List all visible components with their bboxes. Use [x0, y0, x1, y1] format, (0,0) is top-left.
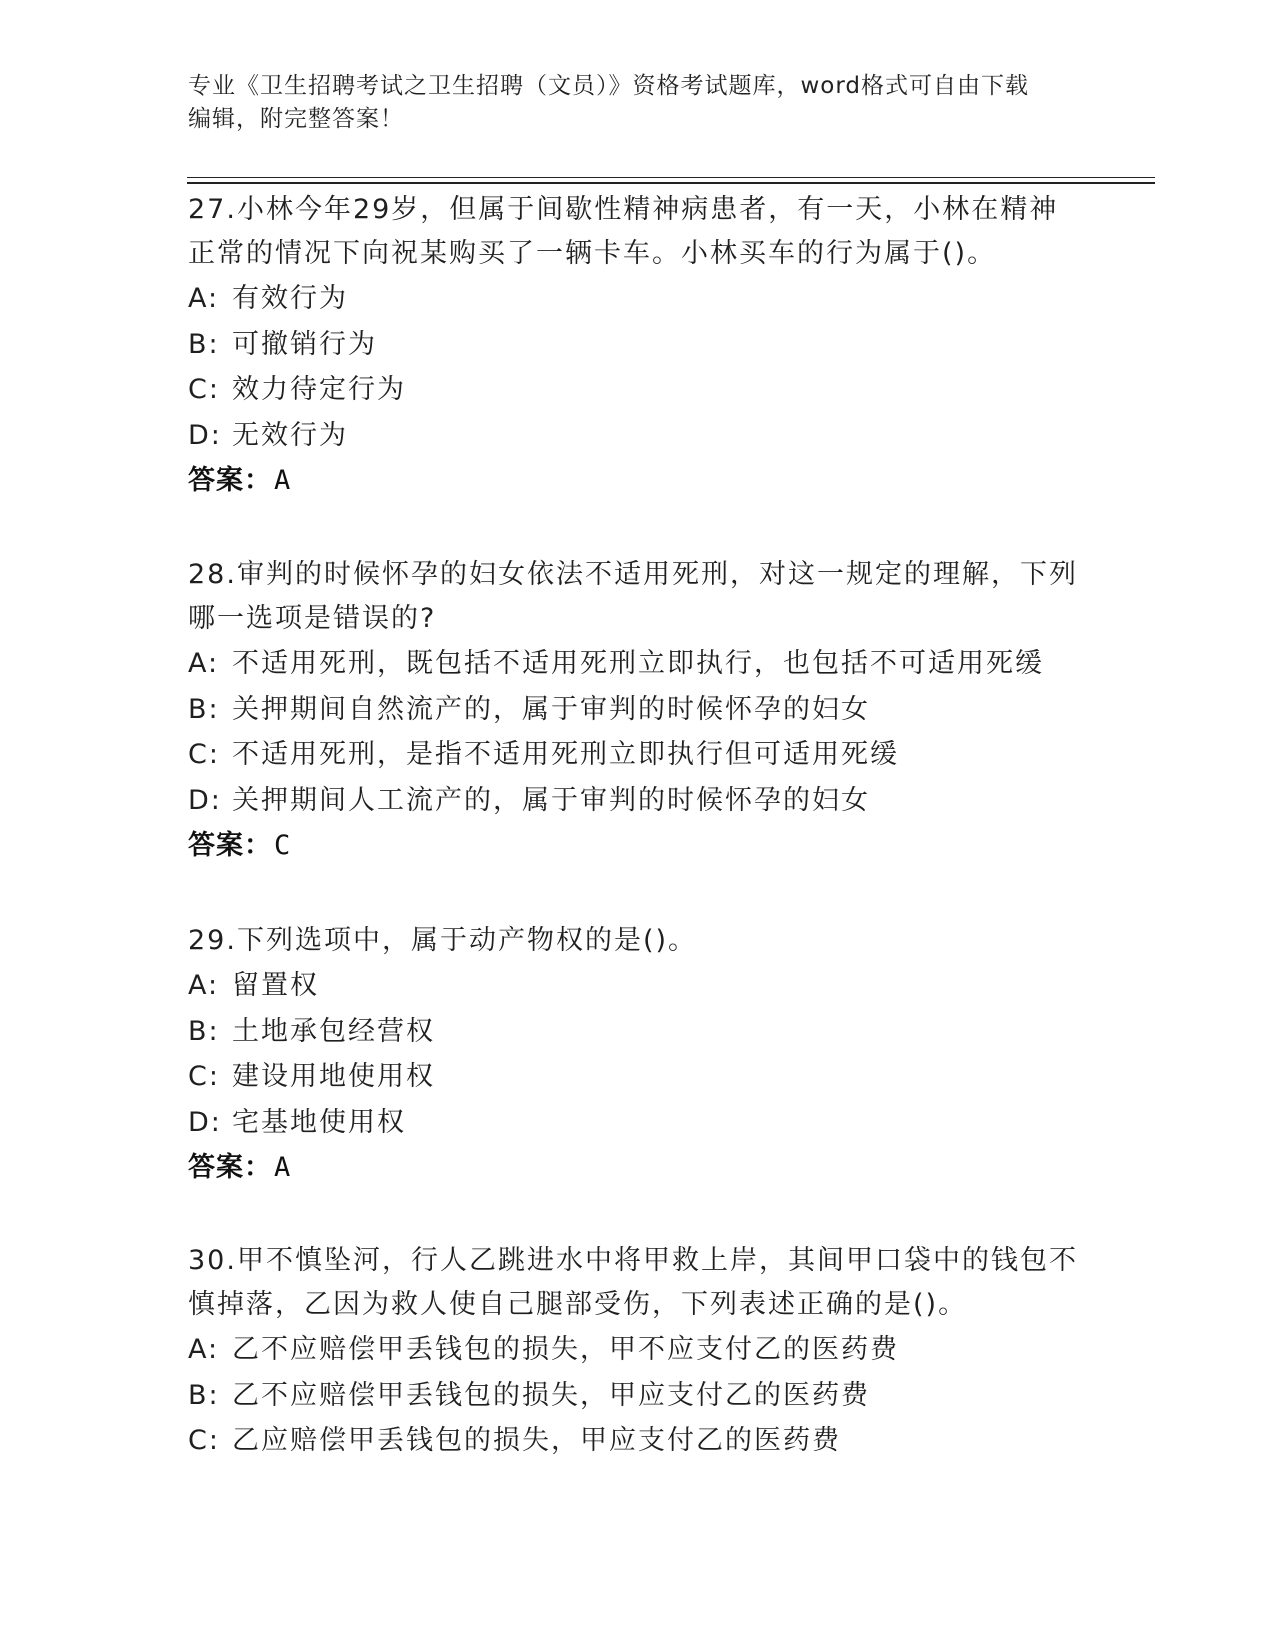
option-d	[188, 1100, 1088, 1146]
option-key: B:	[188, 693, 220, 725]
option-text: 关押期间自然流产的，属于审判的时候怀孕的妇女	[232, 693, 870, 725]
option-text: 关押期间人工流产的，属于审判的时候怀孕的妇女	[232, 784, 870, 816]
header-line-1: 专业《卫生招聘考试之卫生招聘（文员）》资格考试题库，word格式可自由下载	[188, 73, 1030, 99]
option-b	[188, 1009, 1088, 1055]
question-stem-line: 正常的情况下向祝某购买了一辆卡车。小林买车的行为属于()。	[188, 238, 997, 269]
option-c	[188, 1054, 1088, 1100]
option-key: A:	[188, 648, 220, 679]
option-text: 乙应赔偿甲丢钱包的损失，甲应支付乙的医药费	[232, 1425, 841, 1456]
option-text: 乙不应赔偿甲丢钱包的损失，甲应支付乙的医药费	[232, 1379, 870, 1411]
option-text: 可撤销行为	[232, 328, 377, 360]
option-key: D:	[188, 1106, 222, 1138]
answer-label: 答案：	[188, 465, 272, 496]
option-a	[188, 1327, 1088, 1373]
option-key: C:	[188, 1425, 220, 1456]
option-c	[188, 1418, 1088, 1464]
question-stem-line: 28.审判的时候怀孕的妇女依法不适用死刑，对这一规定的理解，下列	[188, 559, 1078, 590]
option-key: B:	[188, 328, 220, 360]
option-c	[188, 732, 1088, 778]
option-text: 建设用地使用权	[232, 1061, 435, 1092]
document-header	[188, 70, 1088, 136]
option-b	[188, 322, 1088, 368]
header-divider-thin	[187, 177, 1155, 178]
option-b	[188, 1373, 1088, 1419]
option-key: A:	[188, 970, 220, 1001]
header-line-2: 编辑，附完整答案！	[188, 106, 404, 132]
header-divider-thick	[187, 182, 1155, 184]
answer-line	[188, 1145, 1088, 1191]
question-stem-line: 哪一选项是错误的?	[188, 603, 437, 634]
option-key: D:	[188, 419, 222, 451]
option-text: 有效行为	[232, 283, 348, 314]
option-key: D:	[188, 784, 222, 816]
answer-value: C	[274, 830, 292, 861]
question-stem-line: 27.小林今年29岁，但属于间歇性精神病患者，有一天，小林在精神	[188, 194, 1059, 225]
option-text: 土地承包经营权	[232, 1015, 435, 1047]
option-d	[188, 778, 1088, 824]
question-stem-line: 29.下列选项中，属于动产物权的是()。	[188, 925, 698, 956]
question-27	[188, 188, 1088, 504]
answer-value: A	[274, 1152, 292, 1183]
option-text: 乙不应赔偿甲丢钱包的损失，甲不应支付乙的医药费	[232, 1334, 899, 1365]
option-text: 留置权	[232, 970, 319, 1001]
option-b	[188, 687, 1088, 733]
question-stem-line: 慎掉落，乙因为救人使自己腿部受伤，下列表述正确的是()。	[188, 1289, 968, 1320]
option-text: 无效行为	[232, 419, 348, 451]
option-text: 不适用死刑，既包括不适用死刑立即执行，也包括不可适用死缓	[232, 648, 1044, 679]
option-key: C:	[188, 1061, 220, 1092]
answer-label: 答案：	[188, 830, 272, 861]
option-a	[188, 641, 1088, 687]
question-30	[188, 1239, 1088, 1464]
option-a	[188, 276, 1088, 322]
option-key: B:	[188, 1379, 220, 1411]
question-29	[188, 919, 1088, 1191]
option-key: A:	[188, 283, 220, 314]
answer-line	[188, 458, 1088, 504]
option-key: C:	[188, 374, 220, 405]
option-key: A:	[188, 1334, 220, 1365]
answer-line	[188, 823, 1088, 869]
option-a	[188, 963, 1088, 1009]
option-text: 效力待定行为	[232, 374, 406, 405]
option-d	[188, 413, 1088, 459]
option-key: B:	[188, 1015, 220, 1047]
option-text: 宅基地使用权	[232, 1106, 406, 1138]
option-c	[188, 367, 1088, 413]
question-28	[188, 553, 1088, 869]
option-text: 不适用死刑，是指不适用死刑立即执行但可适用死缓	[232, 739, 899, 770]
answer-value: A	[274, 465, 292, 496]
option-key: C:	[188, 739, 220, 770]
question-stem-line: 30.甲不慎坠河，行人乙跳进水中将甲救上岸，其间甲口袋中的钱包不	[188, 1245, 1078, 1276]
answer-label: 答案：	[188, 1152, 272, 1183]
